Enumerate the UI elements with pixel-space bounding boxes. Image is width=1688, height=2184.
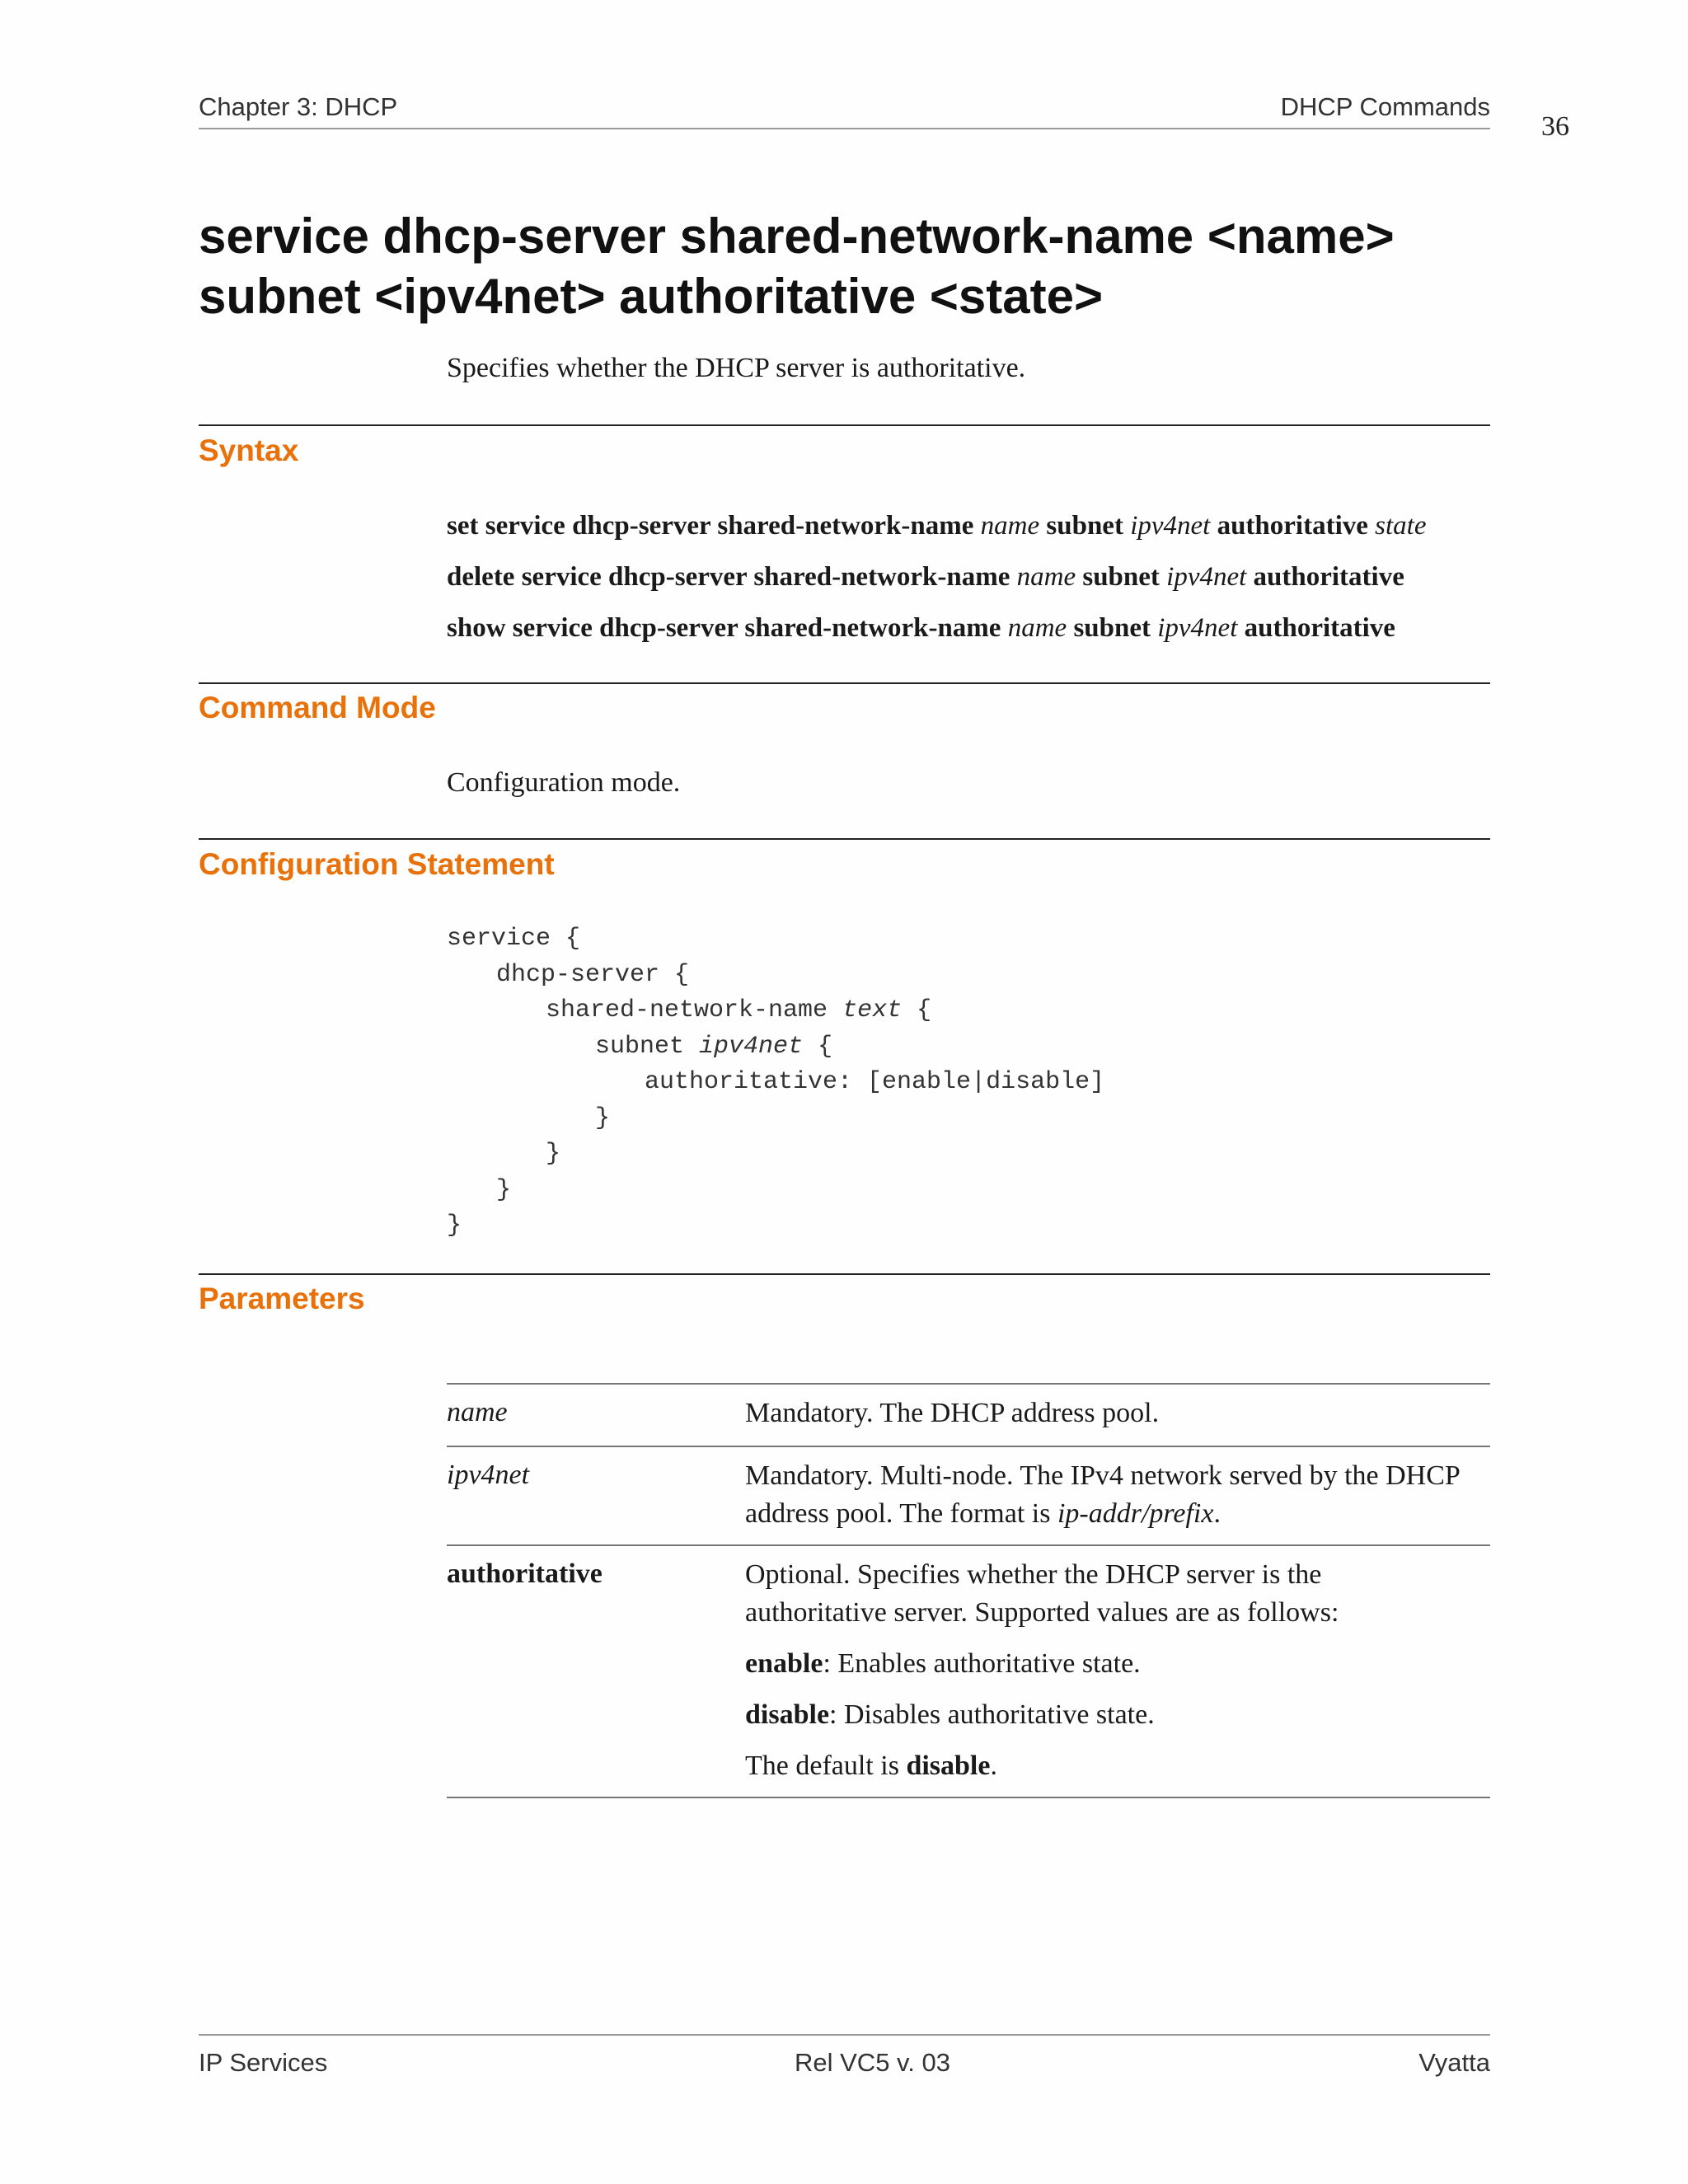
syntax-arg: name [980, 511, 1040, 541]
syntax-keyword: subnet [1073, 613, 1151, 643]
code-line: } [546, 1140, 561, 1168]
syntax-arg: name [1007, 613, 1067, 643]
syntax-keyword: show service dhcp-server shared-network-name [447, 613, 1001, 643]
code-line: shared-network-name text { [546, 996, 932, 1024]
syntax-keyword: authoritative [1244, 613, 1395, 643]
footer-divider [199, 2034, 1490, 2036]
command-summary: Specifies whether the DHCP server is authoritative. [447, 353, 1026, 383]
section-heading-configuration-statement: Configuration Statement [199, 847, 555, 881]
page-title-line-1: service dhcp-server shared-network-name <name> [199, 209, 1395, 264]
section-heading-syntax: Syntax [199, 434, 299, 467]
table-row [447, 1544, 1490, 1798]
syntax-set-line [447, 508, 1426, 544]
parameters-table [447, 1383, 1490, 1798]
syntax-keyword: subnet [1046, 511, 1123, 541]
page-title [199, 206, 1517, 326]
configuration-code-block [447, 921, 1104, 1244]
param-name: authoritative [447, 1558, 603, 1589]
param-name: ipv4net [447, 1460, 530, 1490]
code-line: authoritative: [enable|disable] [645, 1068, 1105, 1096]
table-row [447, 1446, 1490, 1544]
header-section: DHCP Commands [1280, 92, 1490, 121]
syntax-arg: ipv4net [1157, 613, 1238, 643]
syntax-arg: name [1016, 562, 1076, 592]
syntax-keyword: subnet [1082, 562, 1160, 592]
syntax-arg: ipv4net [1130, 511, 1211, 541]
param-description: Mandatory. Multi-node. The IPv4 network served by the DHCP address pool. The format is ip-addr/prefix. [745, 1460, 1461, 1529]
code-line: dhcp-server { [496, 960, 690, 989]
syntax-delete-line [447, 559, 1404, 595]
code-line: service { [447, 925, 581, 953]
section-divider [199, 682, 1490, 684]
code-line: subnet ipv4net { [595, 1032, 833, 1061]
header-chapter: Chapter 3: DHCP [199, 92, 398, 121]
section-heading-parameters: Parameters [199, 1282, 365, 1315]
section-heading-command-mode: Command Mode [199, 691, 436, 724]
table-row [447, 1383, 1490, 1446]
param-description: Mandatory. The DHCP address pool. [745, 1398, 1160, 1428]
syntax-keyword: set service dhcp-server shared-network-name [447, 511, 974, 541]
syntax-keyword: authoritative [1217, 511, 1368, 541]
param-description: Optional. Specifies whether the DHCP server is the authoritative server. Supported values are as follows: enable: Enables authoritative state. disable: Disables authoritative state. The default is disable. [745, 1559, 1339, 1781]
code-line: } [496, 1175, 512, 1204]
section-divider [199, 424, 1490, 426]
syntax-keyword: authoritative [1253, 562, 1404, 592]
footer-product: IP Services [199, 2048, 328, 2077]
page-number: 36 [1541, 111, 1569, 142]
command-mode-text: Configuration mode. [447, 767, 681, 798]
section-divider [199, 1273, 1490, 1275]
section-divider [199, 838, 1490, 840]
syntax-keyword: delete service dhcp-server shared-network-name [447, 562, 1010, 592]
code-line: } [595, 1104, 611, 1132]
footer-release: Rel VC5 v. 03 [795, 2048, 950, 2077]
footer-company: Vyatta [1418, 2048, 1490, 2077]
syntax-show-line [447, 610, 1395, 646]
code-line: } [447, 1212, 462, 1240]
syntax-arg: ipv4net [1166, 562, 1247, 592]
header-divider [199, 128, 1490, 129]
syntax-arg: state [1375, 511, 1427, 541]
param-name: name [447, 1397, 508, 1427]
page-title-line-2: subnet <ipv4net> authoritative <state> [199, 269, 1104, 324]
